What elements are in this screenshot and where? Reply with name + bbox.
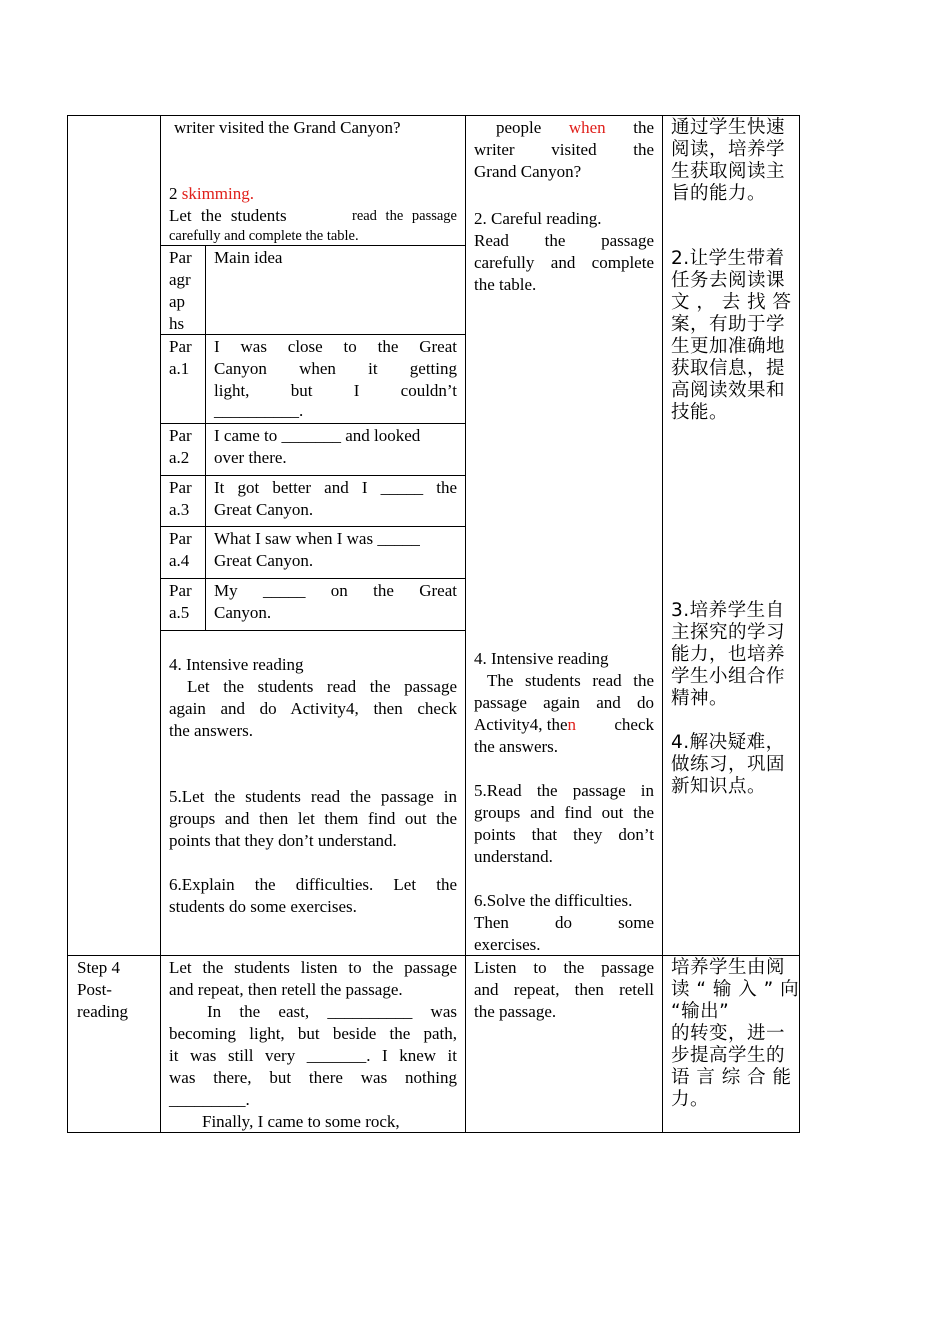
table-border-right — [799, 115, 800, 1133]
step4-teacher-line: and repeat, then retell the passage. — [169, 980, 403, 999]
student-careful-line: Read the passage — [474, 231, 654, 250]
student-careful-title: 2. Careful reading. — [474, 209, 602, 228]
purpose-line: 做练习，巩固 — [671, 754, 786, 775]
purpose-4 — [671, 732, 785, 798]
student-intensive-reading — [474, 648, 654, 758]
skimming-instruction-1b: read the passage — [351, 208, 457, 224]
student-activity-part: Activity4, then — [474, 715, 576, 734]
row-text-line: Canyon. — [214, 603, 272, 622]
table-row-divider — [67, 955, 800, 956]
student-careful-line: carefully and complete — [474, 253, 654, 272]
skimming-number: 2 — [169, 184, 182, 203]
purpose-line: 文 ， 去 找 答 — [671, 292, 792, 313]
row-para3-label — [169, 477, 192, 521]
student-question-line3: Grand Canyon? — [474, 162, 582, 181]
step4-story-line: In the east, __________ was — [207, 1002, 457, 1021]
step4-story-line: becoming light, but beside the path, — [169, 1024, 457, 1043]
purpose-line: 旨的能力。 — [671, 183, 767, 204]
header-paragraphs-line: Par — [169, 248, 192, 267]
purpose-line: 力。 — [671, 1089, 710, 1110]
row-para3-text — [214, 477, 457, 521]
teacher-intensive-title: 4. Intensive reading — [169, 655, 304, 674]
step4-story-blank: _________. — [169, 1090, 250, 1109]
header-paragraphs-line: hs — [169, 314, 185, 333]
purpose-2 — [671, 248, 792, 424]
teacher-group-reading — [169, 786, 457, 852]
row-text-line: light, but I couldn’t — [214, 381, 457, 400]
student-question-line1 — [474, 117, 654, 139]
inner-table-vertical — [205, 245, 206, 631]
teacher-intensive-reading — [169, 654, 457, 742]
purpose-line: 4.解决疑难， — [671, 732, 785, 753]
purpose-1 — [671, 117, 785, 205]
row-para2-label — [169, 425, 192, 469]
purpose-line: 阅读，培养学 — [671, 139, 786, 160]
row-text-line: It got better and I _____ the — [214, 478, 457, 497]
student-careful-reading — [474, 208, 654, 296]
row-para4-text — [214, 528, 457, 572]
student-solve-title: 6.Solve the difficulties. — [474, 891, 633, 910]
purpose-line: 新知识点。 — [671, 776, 767, 797]
purpose-line: 生获取阅读主 — [671, 161, 786, 182]
row-para1-label — [169, 336, 192, 380]
purpose-line: 能力，也培养 — [671, 644, 786, 665]
row-label-line: a.1 — [169, 359, 190, 378]
row-text-line: Great Canyon. — [214, 551, 314, 570]
row-text-line: My _____ on the Great — [214, 581, 457, 600]
student-question — [474, 117, 654, 183]
row-label-line: a.3 — [169, 500, 190, 519]
header-paragraphs-line: agr — [169, 270, 191, 289]
row-label-line: a.4 — [169, 551, 190, 570]
header-paragraphs-label — [169, 247, 192, 335]
student-question-when: when — [568, 118, 606, 137]
teacher-group-line: points that they don’t understand. — [169, 831, 397, 850]
skimming-word: skimming. — [181, 184, 255, 203]
student-question-word: people — [496, 118, 542, 137]
student-group-line: points that they don’t — [474, 825, 654, 844]
purpose-line: 3.培养学生自 — [671, 600, 785, 621]
row-para2-text — [214, 425, 457, 469]
row-text-line: What I saw when I was _____ — [214, 529, 420, 548]
step4-teacher-line: Let the students listen to the passage — [169, 958, 457, 977]
purpose-line: 获取信息，提 — [671, 358, 786, 379]
header-main-idea: Main idea — [214, 248, 283, 267]
student-activity-check: check — [614, 715, 654, 734]
purpose-line: 培养学生由阅 — [671, 957, 786, 978]
purpose-line: 的转变，进一 — [671, 1023, 786, 1044]
purpose-line: “输出” — [671, 1001, 730, 1022]
step4-student — [474, 957, 654, 1023]
row-label-line: Par — [169, 529, 192, 548]
row-para4-label — [169, 528, 192, 572]
row-label-line: a.2 — [169, 448, 190, 467]
student-intensive-line: passage again and do — [474, 693, 654, 712]
header-paragraphs-line: ap — [169, 292, 186, 311]
table-border-col1 — [160, 115, 161, 1133]
row-para5-text — [214, 580, 457, 624]
step-label-line: Step 4 — [77, 958, 120, 977]
skimming-instruction-1a: Let the students — [169, 206, 287, 225]
teacher-intensive-line: Let the students read the passage — [187, 677, 457, 696]
step4-story-line: was there, but there was nothing — [169, 1068, 457, 1087]
purpose-line: 2.让学生带着 — [671, 248, 785, 269]
skimming-instruction-2: carefully and complete the table. — [169, 228, 359, 244]
skimming-instruction-1 — [169, 205, 457, 227]
student-intensive-line: the answers. — [474, 737, 559, 756]
row-text-line: Canyon when it getting — [214, 359, 457, 378]
table-border-col2 — [465, 115, 466, 1133]
row-text-line: I was close to the Great — [214, 337, 457, 356]
row-para5-label — [169, 580, 192, 624]
row-para1-text — [214, 336, 457, 420]
row-label-line: Par — [169, 337, 192, 356]
purpose-line: 学生小组合作 — [671, 666, 786, 687]
row-label-line: a.5 — [169, 603, 190, 622]
teacher-explain-line: 6.Explain the difficulties. Let the — [169, 875, 457, 894]
step4-student-line: the passage. — [474, 1002, 557, 1021]
purpose-line: 生更加准确地 — [671, 336, 786, 357]
purpose-3 — [671, 600, 785, 710]
row-text-line: I came to _______ and looked — [214, 426, 421, 445]
student-intensive-title: 4. Intensive reading — [474, 649, 609, 668]
row-label-line: Par — [169, 581, 192, 600]
purpose-line: 案，有助于学 — [671, 314, 786, 335]
step4-student-line: and repeat, then retell — [474, 980, 654, 999]
purpose-line: 任务去阅读课 — [671, 270, 786, 291]
teacher-intensive-line: the answers. — [169, 721, 254, 740]
student-solve-line: Then do some — [474, 913, 654, 932]
purpose-line: 技能。 — [671, 402, 729, 423]
teacher-group-line: 5.Let the students read the passage in — [169, 787, 457, 806]
student-question-word: the — [633, 118, 654, 137]
purpose-line: 主探究的学习 — [671, 622, 786, 643]
student-careful-line: the table. — [474, 275, 537, 294]
purpose-line: 通过学生快速 — [671, 117, 786, 138]
purpose-line: 高阅读效果和 — [671, 380, 786, 401]
student-solve — [474, 890, 654, 956]
student-question-line2: writer visited the — [474, 140, 654, 159]
student-solve-line: exercises. — [474, 935, 541, 954]
skimming-heading — [169, 183, 254, 205]
step4-teacher — [169, 957, 457, 1133]
step4-student-line: Listen to the passage — [474, 958, 654, 977]
teacher-question-line: writer visited the Grand Canyon? — [174, 118, 401, 137]
step4-purpose — [671, 957, 799, 1111]
student-group-line: understand. — [474, 847, 553, 866]
step-label-line: reading — [77, 1002, 128, 1021]
teacher-intensive-line: again and do Activity4, then check — [169, 699, 457, 718]
purpose-line: 步提高学生的 — [671, 1045, 786, 1066]
row-text-line: over there. — [214, 448, 287, 467]
step4-story-line: it was still very _______. I knew it — [169, 1046, 457, 1065]
teacher-group-line: groups and then let them find out the — [169, 809, 457, 828]
student-group-reading — [474, 780, 654, 868]
student-group-line: 5.Read the passage in — [474, 781, 654, 800]
purpose-line: 精神。 — [671, 688, 729, 709]
step-label-line: Post- — [77, 980, 112, 999]
student-group-line: groups and find out the — [474, 803, 654, 822]
row-text-line: Great Canyon. — [214, 500, 314, 519]
row-label-line: Par — [169, 426, 192, 445]
purpose-line: 读 “ 输 入 ” 向 — [671, 979, 800, 1000]
purpose-line: 语 言 综 合 能 — [671, 1067, 792, 1088]
student-activity-red-n: n — [567, 715, 576, 734]
table-border-left — [67, 115, 68, 1133]
teacher-explain — [169, 874, 457, 918]
table-border-col3 — [662, 115, 663, 1133]
student-intensive-line: The students read the — [487, 671, 654, 690]
teacher-explain-line: students do some exercises. — [169, 897, 357, 916]
student-intensive-line — [474, 714, 654, 736]
row-text-blank: __________. — [214, 401, 304, 420]
step4-label — [77, 957, 128, 1023]
table-border-top — [67, 115, 800, 116]
step4-story-line: Finally, I came to some rock, — [202, 1112, 400, 1131]
row-label-line: Par — [169, 478, 192, 497]
